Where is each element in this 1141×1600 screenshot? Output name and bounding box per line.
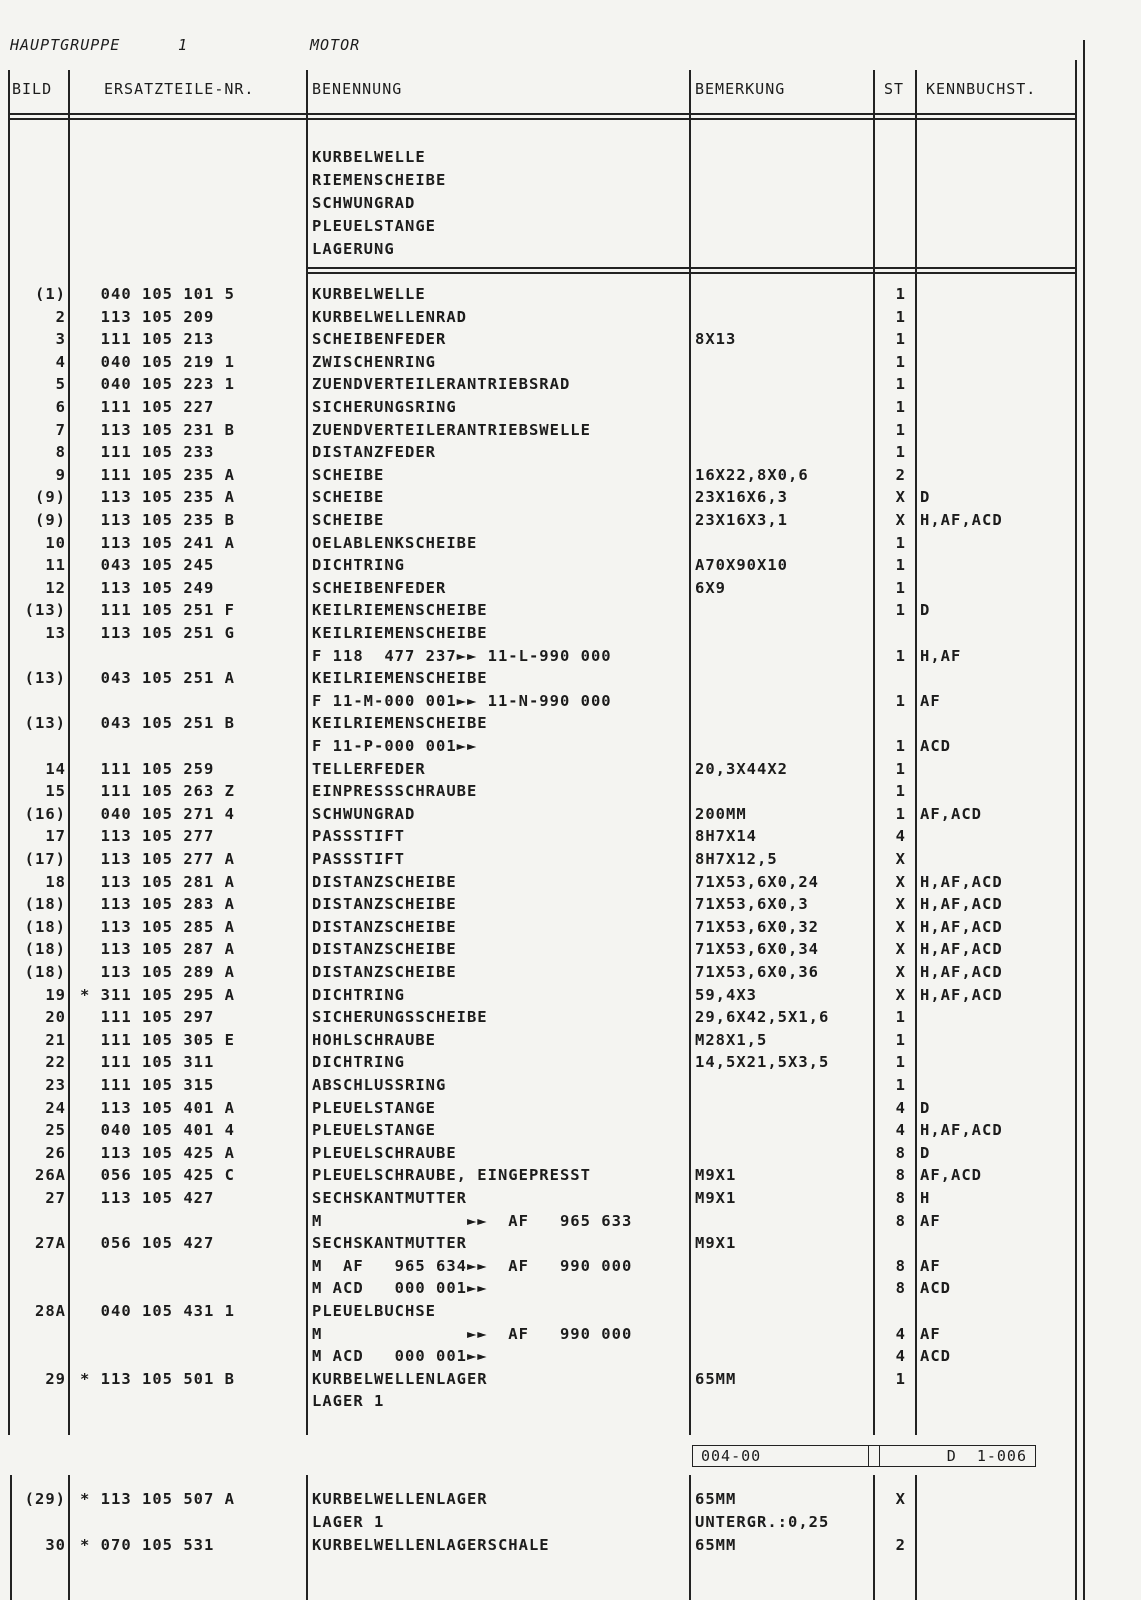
cell-part-number: * 113 105 507 A [80,1490,235,1508]
cell-kenn: AF,ACD [920,804,982,823]
cell-part-number: 113 105 425 A [80,1143,235,1162]
cell-part-number: 043 105 251 A [80,669,235,688]
cell-bild: 21 [45,1030,66,1049]
cell-benennung: PLEUELSTANGE [312,1098,436,1117]
cell-bild: 22 [45,1053,66,1072]
cell-kenn: H [920,1189,931,1207]
cell-st: 1 [895,443,906,462]
cell-part-number: 113 105 281 A [80,872,235,891]
cell-part-number: 111 105 297 [80,1008,215,1027]
cell-kenn: D [920,1098,931,1117]
cell-benennung: SCHEIBE [312,511,385,529]
cell-st: X [895,1490,906,1508]
footer-right-code: D 1-006 [868,1445,1036,1467]
frame-left [8,70,10,1435]
col-benennung: BENENNUNG [312,80,403,98]
cell-st: 1 [895,556,906,575]
group-title: RIEMENSCHEIBE [312,171,447,189]
cell-bild: (16) [24,804,66,823]
cell-st: 1 [895,1008,906,1027]
divider-bemerkung [873,70,875,1435]
cell-benennung: DISTANZSCHEIBE [312,872,457,891]
cell-benennung: KURBELWELLENLAGER [312,1369,488,1388]
cell-benennung: HOHLSCHRAUBE [312,1030,436,1049]
cell-part-number: 113 105 235 A [80,488,235,507]
cell-bemerkung: 6X9 [695,578,726,597]
cell-bild: (18) [24,963,66,981]
cell-benennung: SECHSKANTMUTTER [312,1234,467,1253]
cell-st: 2 [895,465,906,484]
cell-benennung: KEILRIEMENSCHEIBE [312,601,488,620]
group-rule-2 [306,272,1075,274]
cell-benennung: ZWISCHENRING [312,352,436,371]
cell-bemerkung: 65MM [695,1536,737,1554]
cell-benennung: PASSSTIFT [312,827,405,846]
cell-benennung: LAGER 1 [312,1513,385,1531]
cell-part-number: 040 105 101 5 [80,285,235,303]
cell-benennung: SCHEIBE [312,465,385,484]
cell-benennung: PLEUELSTANGE [312,1121,436,1140]
cell-st: X [895,985,906,1004]
cell-bemerkung: M9X1 [695,1189,737,1207]
cell-part-number: * 311 105 295 A [80,985,235,1004]
col-st: ST [884,80,905,98]
cell-part-number: * 070 105 531 [80,1536,215,1554]
cell-part-number: 111 105 235 A [80,465,235,484]
cell-bemerkung: 8H7X12,5 [695,850,778,868]
cell-bild: 19 [45,985,66,1004]
cell-part-number: 113 105 283 A [80,895,235,914]
cell-st: 1 [895,691,906,710]
cell-bild: (9) [35,511,66,529]
cell-bild: 28A [35,1302,66,1320]
cell-benennung: SCHEIBE [312,488,385,507]
cell-st: X [895,872,906,891]
cell-kenn: ACD [920,1347,951,1366]
cell-st: X [895,940,906,959]
cell-st: 1 [895,1030,906,1049]
cell-st: 1 [895,352,906,371]
cell-kenn: ACD [920,1279,951,1298]
cell-st: X [895,850,906,868]
cell-part-number: * 113 105 501 B [80,1369,235,1388]
cell-st: 1 [895,601,906,620]
divider-nr [306,70,308,1435]
cell-st: 2 [895,1536,906,1554]
cell-bild: 24 [45,1098,66,1117]
cell-st: 4 [895,1347,906,1366]
cell-part-number: 113 105 249 [80,578,215,597]
cell-benennung: KEILRIEMENSCHEIBE [312,624,488,642]
cell-part-number: 040 105 223 1 [80,375,235,394]
cell-kenn: AF [920,691,941,710]
divider-bild [68,70,70,1435]
cell-kenn: H,AF,ACD [920,872,1003,891]
frame2-st [915,1475,917,1600]
cell-bild: 14 [45,759,66,778]
cell-benennung: F 118 477 237►► 11-L-990 000 [312,646,612,665]
cell-st: 1 [895,1076,906,1094]
cell-benennung: SICHERUNGSRING [312,398,457,416]
cell-benennung: SCHEIBENFEDER [312,330,447,349]
cell-benennung: DICHTRING [312,1053,405,1072]
cell-part-number: 111 105 305 E [80,1030,235,1049]
group-title: SCHWUNGRAD [312,194,416,212]
cell-bild: 13 [45,624,66,642]
cell-part-number: 040 105 271 4 [80,804,235,823]
cell-st: 1 [895,420,906,439]
cell-bild: (18) [24,917,66,936]
cell-benennung: DICHTRING [312,556,405,575]
cell-benennung: ZUENDVERTEILERANTRIEBSWELLE [312,420,591,439]
cell-kenn: H,AF,ACD [920,963,1003,981]
cell-kenn: AF [920,1324,941,1343]
cell-part-number: 113 105 277 [80,827,215,846]
cell-benennung: PASSSTIFT [312,850,405,868]
cell-bild: 26A [35,1166,66,1185]
cell-part-number: 111 105 311 [80,1053,215,1072]
cell-bild: 4 [55,352,66,371]
cell-part-number: 040 105 219 1 [80,352,235,371]
cell-bild: 3 [55,330,66,349]
col-kenn: KENNBUCHST. [926,80,1037,98]
cell-bild: 29 [45,1369,66,1388]
group-label: HAUPTGRUPPE [10,36,121,54]
cell-benennung: ZUENDVERTEILERANTRIEBSRAD [312,375,571,394]
frame2-bild [68,1475,70,1600]
cell-st: 4 [895,827,906,846]
cell-part-number: 113 105 289 A [80,963,235,981]
cell-part-number: 111 105 213 [80,330,215,349]
cell-st: X [895,511,906,529]
cell-bemerkung: 71X53,6X0,24 [695,872,819,891]
cell-kenn: H,AF,ACD [920,895,1003,914]
cell-benennung: KURBELWELLENLAGERSCHALE [312,1536,550,1554]
cell-benennung: LAGER 1 [312,1392,385,1411]
cell-benennung: OELABLENKSCHEIBE [312,533,478,552]
cell-bemerkung: 71X53,6X0,34 [695,940,819,959]
cell-part-number: 111 105 251 F [80,601,235,620]
frame2-nr [306,1475,308,1600]
cell-st: 1 [895,533,906,552]
cell-kenn: AF [920,1211,941,1230]
cell-bemerkung: 71X53,6X0,32 [695,917,819,936]
cell-bild: (18) [24,895,66,914]
cell-st: 4 [895,1324,906,1343]
cell-benennung: PLEUELBUCHSE [312,1302,436,1320]
cell-part-number: 111 105 315 [80,1076,215,1094]
cell-benennung: M ►► AF 965 633 [312,1211,633,1230]
cell-bild: 5 [55,375,66,394]
group-title: PLEUELSTANGE [312,217,436,235]
cell-kenn: H,AF,ACD [920,940,1003,959]
cell-bild: 17 [45,827,66,846]
cell-bild: 15 [45,782,66,801]
header-rule-1 [8,113,1075,115]
cell-bild: (13) [24,714,66,733]
cell-kenn: H,AF,ACD [920,917,1003,936]
cell-kenn: D [920,1143,931,1162]
cell-benennung: DISTANZFEDER [312,443,436,462]
cell-bild: (18) [24,940,66,959]
cell-bild: 23 [45,1076,66,1094]
cell-part-number: 113 105 285 A [80,917,235,936]
cell-bild: 18 [45,872,66,891]
cell-part-number: 113 105 209 [80,307,215,326]
cell-benennung: DISTANZSCHEIBE [312,895,457,914]
cell-bild: 20 [45,1008,66,1027]
cell-bemerkung: 71X53,6X0,3 [695,895,809,914]
cell-part-number: 111 105 263 Z [80,782,235,801]
cell-part-number: 043 105 251 B [80,714,235,733]
cell-kenn: D [920,488,931,507]
cell-benennung: M AF 965 634►► AF 990 000 [312,1256,633,1275]
cell-bild: 10 [45,533,66,552]
cell-benennung: DISTANZSCHEIBE [312,940,457,959]
cell-st: 1 [895,375,906,394]
cell-benennung: KURBELWELLENRAD [312,307,467,326]
cell-st: 1 [895,1369,906,1388]
cell-kenn: H,AF,ACD [920,511,1003,529]
cell-st: 1 [895,1053,906,1072]
cell-bemerkung: UNTERGR.:0,25 [695,1513,830,1531]
cell-part-number: 113 105 231 B [80,420,235,439]
cell-part-number: 040 105 401 4 [80,1121,235,1140]
cell-st: 8 [895,1166,906,1185]
cell-part-number: 113 105 235 B [80,511,235,529]
cell-part-number: 111 105 227 [80,398,215,416]
cell-bild: 6 [55,398,66,416]
cell-benennung: KEILRIEMENSCHEIBE [312,669,488,688]
cell-bild: 25 [45,1121,66,1140]
cell-part-number: 113 105 241 A [80,533,235,552]
cell-st: 1 [895,804,906,823]
cell-st: 1 [895,307,906,326]
group-title: LAGERUNG [312,240,395,258]
cell-kenn: ACD [920,737,951,755]
cell-bild: (13) [24,669,66,688]
cell-bemerkung: M9X1 [695,1234,737,1253]
cell-kenn: H,AF [920,646,962,665]
cell-benennung: PLEUELSCHRAUBE, EINGEPRESST [312,1166,591,1185]
cell-benennung: SCHEIBENFEDER [312,578,447,597]
cell-st: 1 [895,646,906,665]
cell-bemerkung: 8X13 [695,330,737,349]
cell-benennung: DISTANZSCHEIBE [312,963,457,981]
cell-bemerkung: 23X16X6,3 [695,488,788,507]
cell-kenn: H,AF,ACD [920,985,1003,1004]
cell-bild: 12 [45,578,66,597]
cell-bemerkung: 59,4X3 [695,985,757,1004]
cell-benennung: KURBELWELLENLAGER [312,1490,488,1508]
cell-part-number: 113 105 401 A [80,1098,235,1117]
cell-bild: 9 [55,465,66,484]
cell-benennung: DISTANZSCHEIBE [312,917,457,936]
cell-part-number: 111 105 259 [80,759,215,778]
cell-bild: (29) [24,1490,66,1508]
cell-bemerkung: A70X90X10 [695,556,788,575]
cell-benennung: SECHSKANTMUTTER [312,1189,467,1207]
cell-part-number: 056 105 427 [80,1234,215,1253]
cell-st: 8 [895,1143,906,1162]
cell-st: 1 [895,578,906,597]
divider-st [915,70,917,1435]
col-bemerkung: BEMERKUNG [695,80,786,98]
cell-part-number: 113 105 277 A [80,850,235,868]
header-rule-2 [8,118,1075,120]
frame2-ben [689,1475,691,1600]
cell-st: 4 [895,1121,906,1140]
frame-right [1075,60,1077,1600]
col-bild: BILD [12,80,53,98]
cell-part-number: 111 105 233 [80,443,215,462]
cell-st: 4 [895,1098,906,1117]
cell-benennung: M ACD 000 001►► [312,1279,488,1298]
group-name: MOTOR [310,36,361,54]
cell-part-number: 113 105 251 G [80,624,235,642]
footer-left-code: 004-00 [692,1445,880,1467]
cell-st: 8 [895,1256,906,1275]
divider-benennung [689,70,691,1435]
cell-st: 1 [895,398,906,416]
cell-st: 8 [895,1189,906,1207]
group-number: 1 [178,36,189,54]
cell-bild: 27A [35,1234,66,1253]
cell-benennung: F 11-P-000 001►► [312,737,478,755]
group-title: KURBELWELLE [312,148,426,166]
cell-part-number: 043 105 245 [80,556,215,575]
cell-bild: 2 [55,307,66,326]
cell-st: X [895,917,906,936]
group-rule-1 [306,267,1075,269]
cell-benennung: KEILRIEMENSCHEIBE [312,714,488,733]
cell-bild: 8 [55,443,66,462]
cell-benennung: ABSCHLUSSRING [312,1076,447,1094]
cell-bemerkung: 23X16X3,1 [695,511,788,529]
cell-bild: 7 [55,420,66,439]
cell-st: 1 [895,782,906,801]
cell-bild: 30 [45,1536,66,1554]
cell-bemerkung: M9X1 [695,1166,737,1185]
cell-bemerkung: 8H7X14 [695,827,757,846]
cell-part-number: 040 105 431 1 [80,1302,235,1320]
cell-kenn: H,AF,ACD [920,1121,1003,1140]
cell-bemerkung: 65MM [695,1369,737,1388]
cell-st: 8 [895,1279,906,1298]
cell-bemerkung: 14,5X21,5X3,5 [695,1053,830,1072]
cell-st: X [895,488,906,507]
cell-benennung: PLEUELSCHRAUBE [312,1143,457,1162]
cell-bild: (9) [35,488,66,507]
cell-bemerkung: 20,3X44X2 [695,759,788,778]
cell-kenn: AF [920,1256,941,1275]
cell-benennung: SCHWUNGRAD [312,804,416,823]
cell-benennung: DICHTRING [312,985,405,1004]
cell-st: 1 [895,285,906,303]
cell-bild: (17) [24,850,66,868]
cell-bemerkung: M28X1,5 [695,1030,768,1049]
cell-bemerkung: 65MM [695,1490,737,1508]
cell-bild: (13) [24,601,66,620]
cell-st: 1 [895,737,906,755]
cell-bemerkung: 29,6X42,5X1,6 [695,1008,830,1027]
cell-bild: 11 [45,556,66,575]
cell-benennung: KURBELWELLE [312,285,426,303]
cell-kenn: D [920,601,931,620]
frame2-bem [873,1475,875,1600]
cell-part-number: 113 105 427 [80,1189,215,1207]
cell-st: 8 [895,1211,906,1230]
cell-st: 1 [895,330,906,349]
cell-part-number: 113 105 287 A [80,940,235,959]
col-teilenr: ERSATZTEILE-NR. [104,80,255,98]
cell-bemerkung: 200MM [695,804,747,823]
cell-bild: 27 [45,1189,66,1207]
cell-benennung: M ACD 000 001►► [312,1347,488,1366]
cell-benennung: TELLERFEDER [312,759,426,778]
cell-benennung: SICHERUNGSSCHEIBE [312,1008,488,1027]
cell-bemerkung: 16X22,8X0,6 [695,465,809,484]
frame-right-outer [1083,40,1085,1600]
cell-kenn: AF,ACD [920,1166,982,1185]
cell-bemerkung: 71X53,6X0,36 [695,963,819,981]
cell-benennung: M ►► AF 990 000 [312,1324,633,1343]
cell-benennung: EINPRESSSCHRAUBE [312,782,478,801]
cell-st: X [895,895,906,914]
cell-st: 1 [895,759,906,778]
cell-bild: (1) [35,285,66,303]
cell-benennung: F 11-M-000 001►► 11-N-990 000 [312,691,612,710]
cell-part-number: 056 105 425 C [80,1166,235,1185]
cell-bild: 26 [45,1143,66,1162]
cell-st: X [895,963,906,981]
